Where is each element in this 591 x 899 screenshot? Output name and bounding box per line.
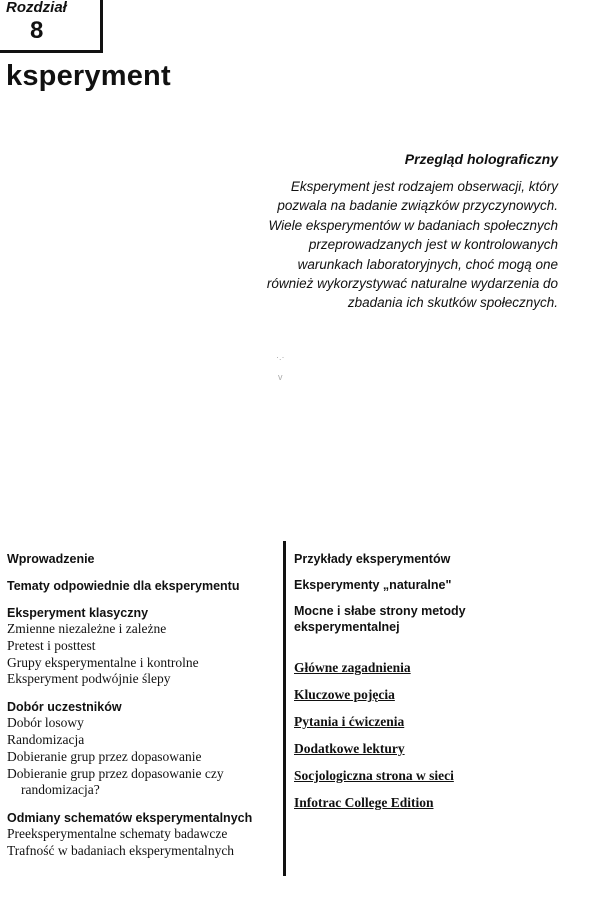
- chapter-title: ksperyment: [6, 60, 171, 92]
- toc-section-heading: Przykłady eksperymentów: [294, 552, 451, 566]
- toc-gap: [7, 799, 272, 810]
- toc-gap: [7, 594, 272, 605]
- toc-section-heading: Tematy odpowiednie dla eksperymentu: [7, 579, 240, 593]
- toc-subsection: Zmienne niezależne i zależne: [7, 621, 167, 636]
- toc-right-sections: [294, 551, 574, 635]
- toc-subsection: Grupy eksperymentalne i kontrolne: [7, 654, 199, 670]
- toc-subsection: Preeksperymentalne schematy badawcze: [7, 826, 228, 842]
- toc-subsection: Dobieranie grup przez dopasowanie czy: [7, 765, 224, 781]
- toc-resource-link[interactable]: Socjologiczna strona w sieci: [294, 768, 454, 783]
- toc-gap: [7, 567, 272, 578]
- holographic-title: Przegląd holograficzny: [404, 151, 558, 167]
- chapter-label: Rozdział: [6, 0, 67, 16]
- toc-right-links: [294, 660, 574, 811]
- toc-gap: [7, 688, 272, 699]
- toc-divider: [283, 541, 286, 876]
- toc-subsection: Dobór losowy: [7, 715, 84, 731]
- holographic-text: Eksperyment jest rodzajem obserwacji, który pozwala na badanie związków przyczynowych. Wiele eksperymentów w badaniach społecznych przeprowadzanych jest w kontrolowanych warunkach laboratoryjnych, choć mogą one również wykorzystywać naturalne wydarzenia do zbadania ich skutków społecznych.: [266, 179, 558, 311]
- toc-section-heading: Wprowadzenie: [7, 552, 95, 566]
- toc-resource-link[interactable]: Kluczowe pojęcia: [294, 687, 395, 702]
- table-of-contents-right: [294, 551, 574, 822]
- scan-speck: v: [278, 372, 283, 382]
- toc-subsection: randomizacja?: [21, 782, 100, 798]
- table-of-contents-left: [7, 551, 272, 860]
- toc-resource-link[interactable]: Dodatkowe lektury: [294, 741, 405, 756]
- toc-section-heading: Mocne i słabe strony metody eksperymentalnej: [294, 604, 466, 634]
- toc-section-heading: Eksperymenty „naturalne": [294, 578, 452, 592]
- chapter-box: [0, 0, 103, 53]
- chapter-number: 8: [30, 17, 44, 44]
- toc-subsection: Trafność w badaniach eksperymentalnych: [7, 842, 235, 858]
- toc-resource-link[interactable]: Pytania i ćwiczenia: [294, 714, 405, 729]
- toc-subsection: Randomizacja: [7, 731, 85, 747]
- toc-resource-link[interactable]: Główne zagadnienia: [294, 660, 411, 675]
- toc-subsection: Pretest i posttest: [7, 637, 96, 653]
- toc-subsection: Dobieranie grup przez dopasowanie: [7, 748, 202, 764]
- toc-subsection: Eksperyment podwójnie ślepy: [7, 671, 171, 687]
- toc-section-heading: Eksperyment klasyczny: [7, 606, 149, 620]
- toc-resource-link[interactable]: Infotrac College Edition: [294, 795, 434, 810]
- toc-gap: [294, 645, 574, 660]
- toc-section-heading: Dobór uczestników: [7, 700, 122, 715]
- scan-speck: ·.·: [276, 352, 285, 362]
- toc-section-heading: Odmiany schematów eksperymentalnych: [7, 811, 253, 826]
